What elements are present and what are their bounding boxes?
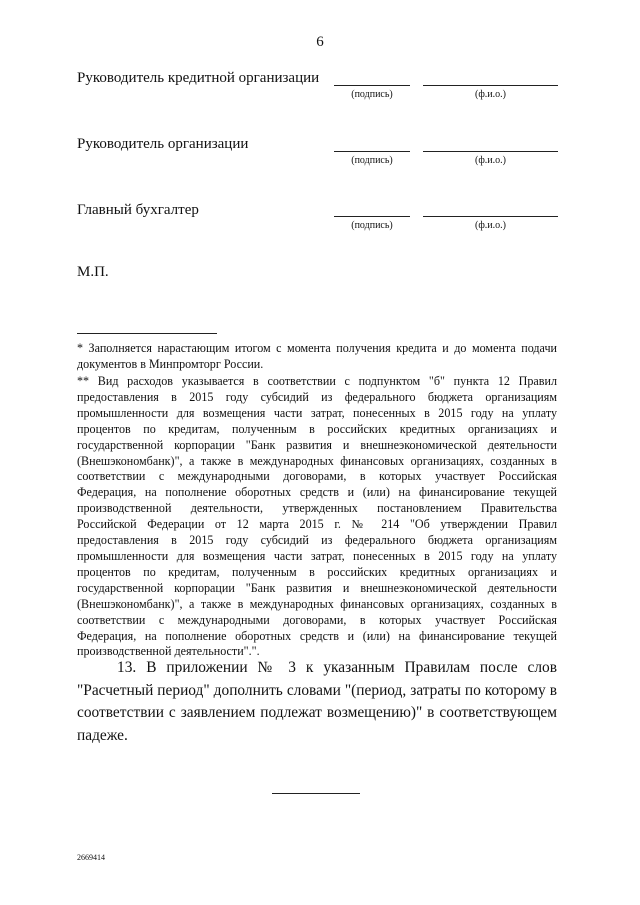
footnote-line: ** Вид расходов указывается в соответствии с подпунктом "б" пункта 12 Правил [77,374,557,388]
footnote-line: * Заполняется нарастающим итогом с момента получения кредита и до момента подачи [77,341,557,355]
paragraph-13 [77,657,557,747]
signature-line [334,216,410,217]
name-line [423,216,558,217]
stamp-label: М.П. [77,264,109,280]
signature-caption: (подпись) [351,155,393,166]
signature-caption: (подпись) [351,89,393,100]
name-line [423,85,558,86]
page-number: 6 [316,34,324,50]
signature-line [334,85,410,86]
paragraph-line: соответствии с заявлением подлежат возмещению)" в соответствующем [77,704,557,722]
footnote-1 [77,341,557,373]
signature-role-org-head: Руководитель организации [77,136,249,152]
footnote-line: предоставления в 2015 году субсидий из федерального бюджета организациям [77,389,557,404]
footnote-line: государственной корпорации "Банк развития и внешнеэкономической деятельности [77,437,557,452]
signature-caption: (подпись) [351,220,393,231]
paragraph-line: 13. В приложении № 3 к указанным Правилам после слов [117,659,557,676]
name-line [423,151,558,152]
signature-role-chief-accountant: Главный бухгалтер [77,202,199,218]
footnote-line: процентов по кредитам, полученным в российских кредитных организациях и [77,421,557,436]
footnote-line: производственной деятельности, утвержденных постановлением Правительства [77,501,557,516]
footnote-line: Российской Федерации от 12 марта 2015 г. № 214 "Об утверждении Правил [77,517,557,532]
footnote-line: документов в Минпромторг России. [77,356,264,371]
footnote-line: процентов по кредитам, полученным в российских кредитных организациях и [77,564,557,579]
footnote-line: промышленности для возмещения части затрат, понесенных в 2015 году на уплату [77,548,557,563]
footnote-line: соответствии с международными договорами, в которых участвует Российская [77,469,557,484]
paragraph-line: "Расчетный период" дополнить словами "(период, затраты по которому в [77,681,557,699]
footnote-line: (Внешэкономбанк)", а также в международных финансовых организациях, созданных в [77,453,557,468]
footnote-separator [77,333,217,334]
paragraph-line: падеже. [77,726,128,744]
footnote-line: предоставления в 2015 году субсидий из федерального бюджета организациям [77,533,557,548]
name-caption: (ф.и.о.) [475,155,506,166]
name-caption: (ф.и.о.) [475,220,506,231]
name-caption: (ф.и.о.) [475,89,506,100]
end-separator [272,793,360,794]
footnote-line: Федерация, на пополнение оборотных средств и (или) на финансирование текущей [77,628,557,643]
document-code: 2669414 [77,853,105,862]
footnote-2 [77,374,557,660]
signature-role-credit-org-head: Руководитель кредитной организации [77,70,320,86]
signature-line [334,151,410,152]
footnote-line: государственной корпорации "Банк развития и внешнеэкономической деятельности [77,580,557,595]
footnote-line: промышленности для возмещения части затрат, понесенных в 2015 году на уплату [77,405,557,420]
footnote-line: (Внешэкономбанк)", а также в международных финансовых организациях, созданных в [77,596,557,611]
footnote-line: соответствии с международными договорами, в которых участвует Российская [77,612,557,627]
footnote-line: производственной деятельности".". [77,644,260,659]
footnote-line: Федерация, на пополнение оборотных средств и (или) на финансирование текущей [77,485,557,500]
